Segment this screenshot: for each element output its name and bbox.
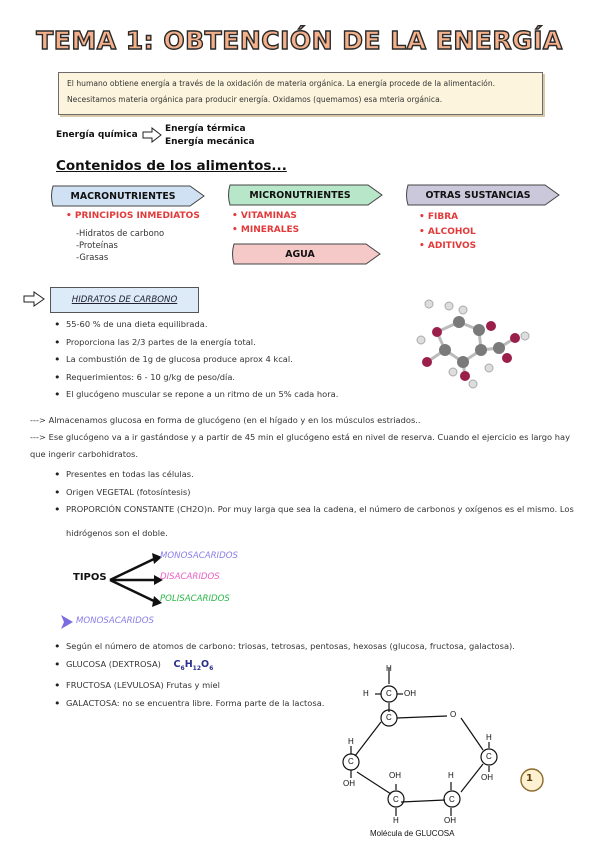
tipo-monosacaridos: MONOSACARIDOS: [160, 551, 238, 561]
energy-output-2: Energía mecánica: [165, 137, 255, 147]
macro-item: • PRINCIPIOS INMEDIATOS: [66, 211, 200, 221]
page-title: TEMA 1: OBTENCIÓN DE LA ENERGÍA: [36, 26, 563, 55]
atom-h-c5: H: [486, 733, 492, 742]
list-item: • 55-60 % de una dieta equilibrada.: [52, 316, 412, 334]
macro-sub-3: -Grasas: [76, 252, 109, 262]
hc-arrow-note-2: ---> Ese glucógeno va a ir gastándose y a partir de 45 min el glucógeno está en nivel de reserva. Cuando el ejercicio es largo hay: [30, 432, 570, 442]
list-item: • FRUCTOSA (LEVULOSA) Frutas y miel: [52, 677, 582, 695]
hc-label: HIDRATOS DE CARBONO: [71, 295, 178, 305]
contents-heading: Contenidos de los alimentos...: [56, 158, 287, 174]
tipo-disacaridos: DISACARIDOS: [160, 572, 220, 582]
hc-label-box: [50, 287, 199, 313]
arrow-right-icon: [23, 291, 45, 307]
atom-h-top: H: [386, 664, 392, 673]
atom-h-c3: H: [348, 737, 354, 746]
page-badge: 1: [526, 773, 533, 784]
list-item: • La combustión de 1g de glucosa produce aprox 4 kcal.: [52, 351, 412, 369]
otras-pill-label: OTRAS SUSTANCIAS: [425, 189, 531, 201]
atom-o-ring: O: [450, 710, 457, 719]
hc-arrow-note-1: ---> Almacenamos glucosa en forma de glucógeno (en el hígado y en los músculos estriados..: [30, 415, 421, 425]
atom-h-left: H: [363, 689, 369, 698]
macro-sub-2: -Proteínas: [76, 240, 118, 250]
list-item: • GLUCOSA (DEXTROSA) $C_6H_{12}O_6$: [52, 656, 582, 677]
list-item: • Presentes en todas las células.: [52, 466, 572, 484]
glucose-formula: $C_6H_{12}O_6$: [173, 658, 214, 672]
tipo-polisacaridos: POLISACARIDOS: [160, 594, 230, 604]
list-item: • Origen VEGETAL (fotosíntesis): [52, 484, 572, 502]
agua-pill-label: AGUA: [285, 248, 315, 260]
glucose-3d-molecule-image: [403, 292, 533, 392]
list-item: • Proporciona las 2/3 partes de la energía total.: [52, 334, 412, 352]
tipos-branch-arrows: [108, 552, 164, 608]
intro-text: El humano obtiene energía a través de la oxidación de materia orgánica. La energía procede de la alimentación. Necesitamos materia orgánica para producir energía. Oxidamos (quemamos) esa mteria orgánica.: [67, 79, 496, 104]
macro-pill-label: MACRONUTRIENTES: [70, 190, 176, 202]
list-item: • El glucógeno muscular se repone a un ritmo de un 5% cada hora.: [52, 386, 412, 404]
atom-oh-c4: OH: [389, 771, 401, 780]
list-item: • GALACTOSA: no se encuentra libre. Forma parte de la lactosa.: [52, 695, 582, 713]
atom-h-c4: H: [393, 816, 399, 825]
diagram-caption: Molécula de GLUCOSA: [370, 829, 455, 838]
atom-oh-c6: OH: [444, 816, 456, 825]
atom-oh-c5: OH: [481, 773, 493, 782]
atom-h-c6: H: [448, 771, 454, 780]
atom-oh-top: OH: [404, 689, 416, 698]
atom-c-2: C: [386, 713, 392, 722]
atom-c-6: C: [449, 795, 455, 804]
hc-bullets-1: [52, 316, 412, 404]
list-item: • Requerimientos: 6 - 10 g/kg de peso/día.: [52, 369, 412, 387]
macro-sub-1: -Hidratos de carbono: [76, 228, 165, 238]
tipos-label: TIPOS: [73, 572, 107, 583]
triangle-bullet-icon: [60, 614, 74, 630]
hc-bullet3-cont: hidrógenos son el doble.: [66, 528, 168, 538]
mono-heading: MONOSACARIDOS: [76, 616, 154, 626]
glucose-ring-diagram: [335, 660, 555, 840]
energy-output-1: Energía térmica: [165, 124, 246, 134]
hc-arrow-note-2b: que ingerir carbohidratos.: [30, 449, 138, 459]
micro-pill-label: MICRONUTRIENTES: [249, 189, 351, 201]
otras-item-3: • ADITIVOS: [419, 241, 477, 251]
atom-c-4: C: [393, 795, 399, 804]
hc-bullets-2: [52, 466, 572, 519]
energy-source: Energía química: [56, 130, 138, 140]
micro-item-2: • MINERALES: [232, 225, 300, 235]
otras-item-2: • ALCOHOL: [419, 227, 476, 237]
list-item: • PROPORCIÓN CONSTANTE (CH2O)n. Por muy larga que sea la cadena, el número de carbonos y oxígenos es el mismo. Los: [52, 501, 572, 519]
atom-c-3: C: [348, 757, 354, 766]
atom-oh-c3: OH: [343, 779, 355, 788]
atom-c-1: C: [386, 689, 392, 698]
micro-item-1: • VITAMINAS: [232, 211, 297, 221]
list-item: • Según el número de atomos de carbono: triosas, tetrosas, pentosas, hexosas (glucosa, fructosa, galactosa).: [52, 638, 582, 656]
atom-c-5: C: [486, 752, 492, 761]
otras-item-1: • FIBRA: [419, 212, 459, 222]
